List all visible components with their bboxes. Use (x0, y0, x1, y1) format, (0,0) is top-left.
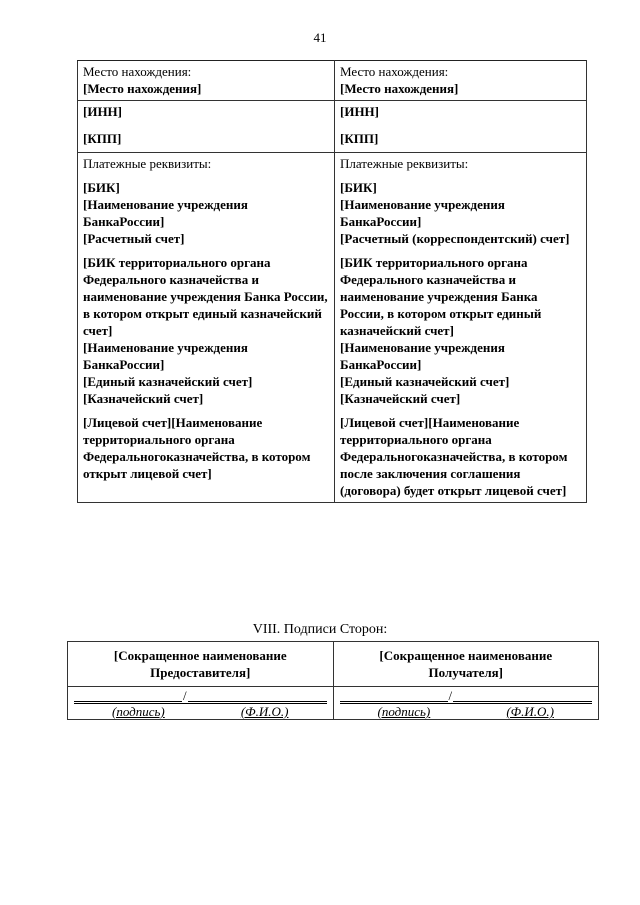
separator-slash: / (183, 688, 187, 703)
location-row (78, 61, 587, 101)
signature-line (74, 689, 327, 702)
single-treasury-account-value: [Единый казначейский счет] (340, 374, 510, 389)
payment-label: Платежные реквизиты: (340, 156, 469, 171)
signature-label: (подпись) (112, 704, 165, 719)
bik-value: [БИК] (340, 180, 377, 195)
location-value: [Место нахождения] (340, 81, 459, 96)
party-names-row (68, 642, 599, 687)
signatures-title: VIII. Подписи Сторон: (252, 622, 388, 637)
right-ids-cell (335, 101, 587, 153)
fio-blank (453, 690, 592, 702)
inn-value: [ИНН] (340, 104, 379, 119)
kpp-value: [КПП] (340, 131, 379, 146)
location-value: [Место нахождения] (83, 81, 202, 96)
fio-label: (Ф.И.О.) (506, 704, 554, 719)
right-payment-cell (335, 153, 587, 503)
recipient-name: [Сокращенное наименование Получателя] (333, 642, 599, 687)
bank-name-value: [Наименование учреждения БанкаРоссии] (83, 197, 248, 229)
signatures-table (67, 641, 599, 720)
treasury-bik-value: [БИК территориального органа Федерального казначейства и наименование учреждения Банка России, в котором открыт единый казначейский счет] (83, 255, 328, 338)
left-ids-cell (78, 101, 335, 153)
signature-label: (подпись) (377, 704, 431, 719)
treasury-account-value: [Казначейский счет] (340, 391, 461, 406)
single-treasury-account-value: [Единый казначейский счет] (83, 374, 253, 389)
bik-value: [БИК] (83, 180, 120, 195)
treasury-account-value: [Казначейский счет] (83, 391, 204, 406)
account-value: [Расчетный счет] (83, 231, 185, 246)
payment-label: Платежные реквизиты: (83, 156, 212, 171)
bank-name-value: [Наименование учреждения БанкаРоссии] (340, 197, 505, 229)
signature-blank (74, 690, 182, 702)
kpp-value: [КПП] (83, 131, 122, 146)
requisites-table (77, 60, 587, 503)
signature-line (340, 689, 593, 702)
page-number: 41 (313, 30, 327, 45)
account-value: [Расчетный (корреспондентский) счет] (340, 231, 570, 246)
recipient-signature-cell (333, 687, 599, 720)
payment-row (78, 153, 587, 503)
left-payment-cell (78, 153, 335, 503)
location-label: Место нахождения: (340, 64, 449, 79)
bank-name-2-value: [Наименование учреждения БанкаРоссии] (83, 340, 248, 372)
personal-account-value: [Лицевой счет][Наименование территориального органа Федеральногоказначейства, в котором после заключения соглашения (договора) будет открыт лицевой счет] (340, 415, 568, 498)
signature-blank (340, 690, 448, 702)
fio-label: (Ф.И.О.) (240, 704, 289, 719)
fio-blank (188, 690, 327, 702)
treasury-bik-value: [БИК территориального органа Федерального казначейства и наименование учреждения Банка России, в котором открыт единый казначейский счет] (340, 255, 542, 338)
signature-row (68, 687, 599, 720)
bank-name-2-value: [Наименование учреждения БанкаРоссии] (340, 340, 505, 372)
ids-row (78, 101, 587, 153)
signature-labels (74, 703, 327, 719)
right-location-cell (335, 61, 587, 101)
provider-signature-cell (68, 687, 334, 720)
separator-slash: / (448, 688, 453, 703)
inn-value: [ИНН] (83, 104, 122, 119)
personal-account-value: [Лицевой счет][Наименование территориального органа Федеральногоказначейства, в котором открыт лицевой счет] (83, 415, 311, 481)
location-label: Место нахождения: (83, 64, 192, 79)
left-location-cell (78, 61, 335, 101)
provider-name: [Сокращенное наименование Предоставителя] (68, 642, 334, 687)
signature-labels (340, 703, 593, 719)
